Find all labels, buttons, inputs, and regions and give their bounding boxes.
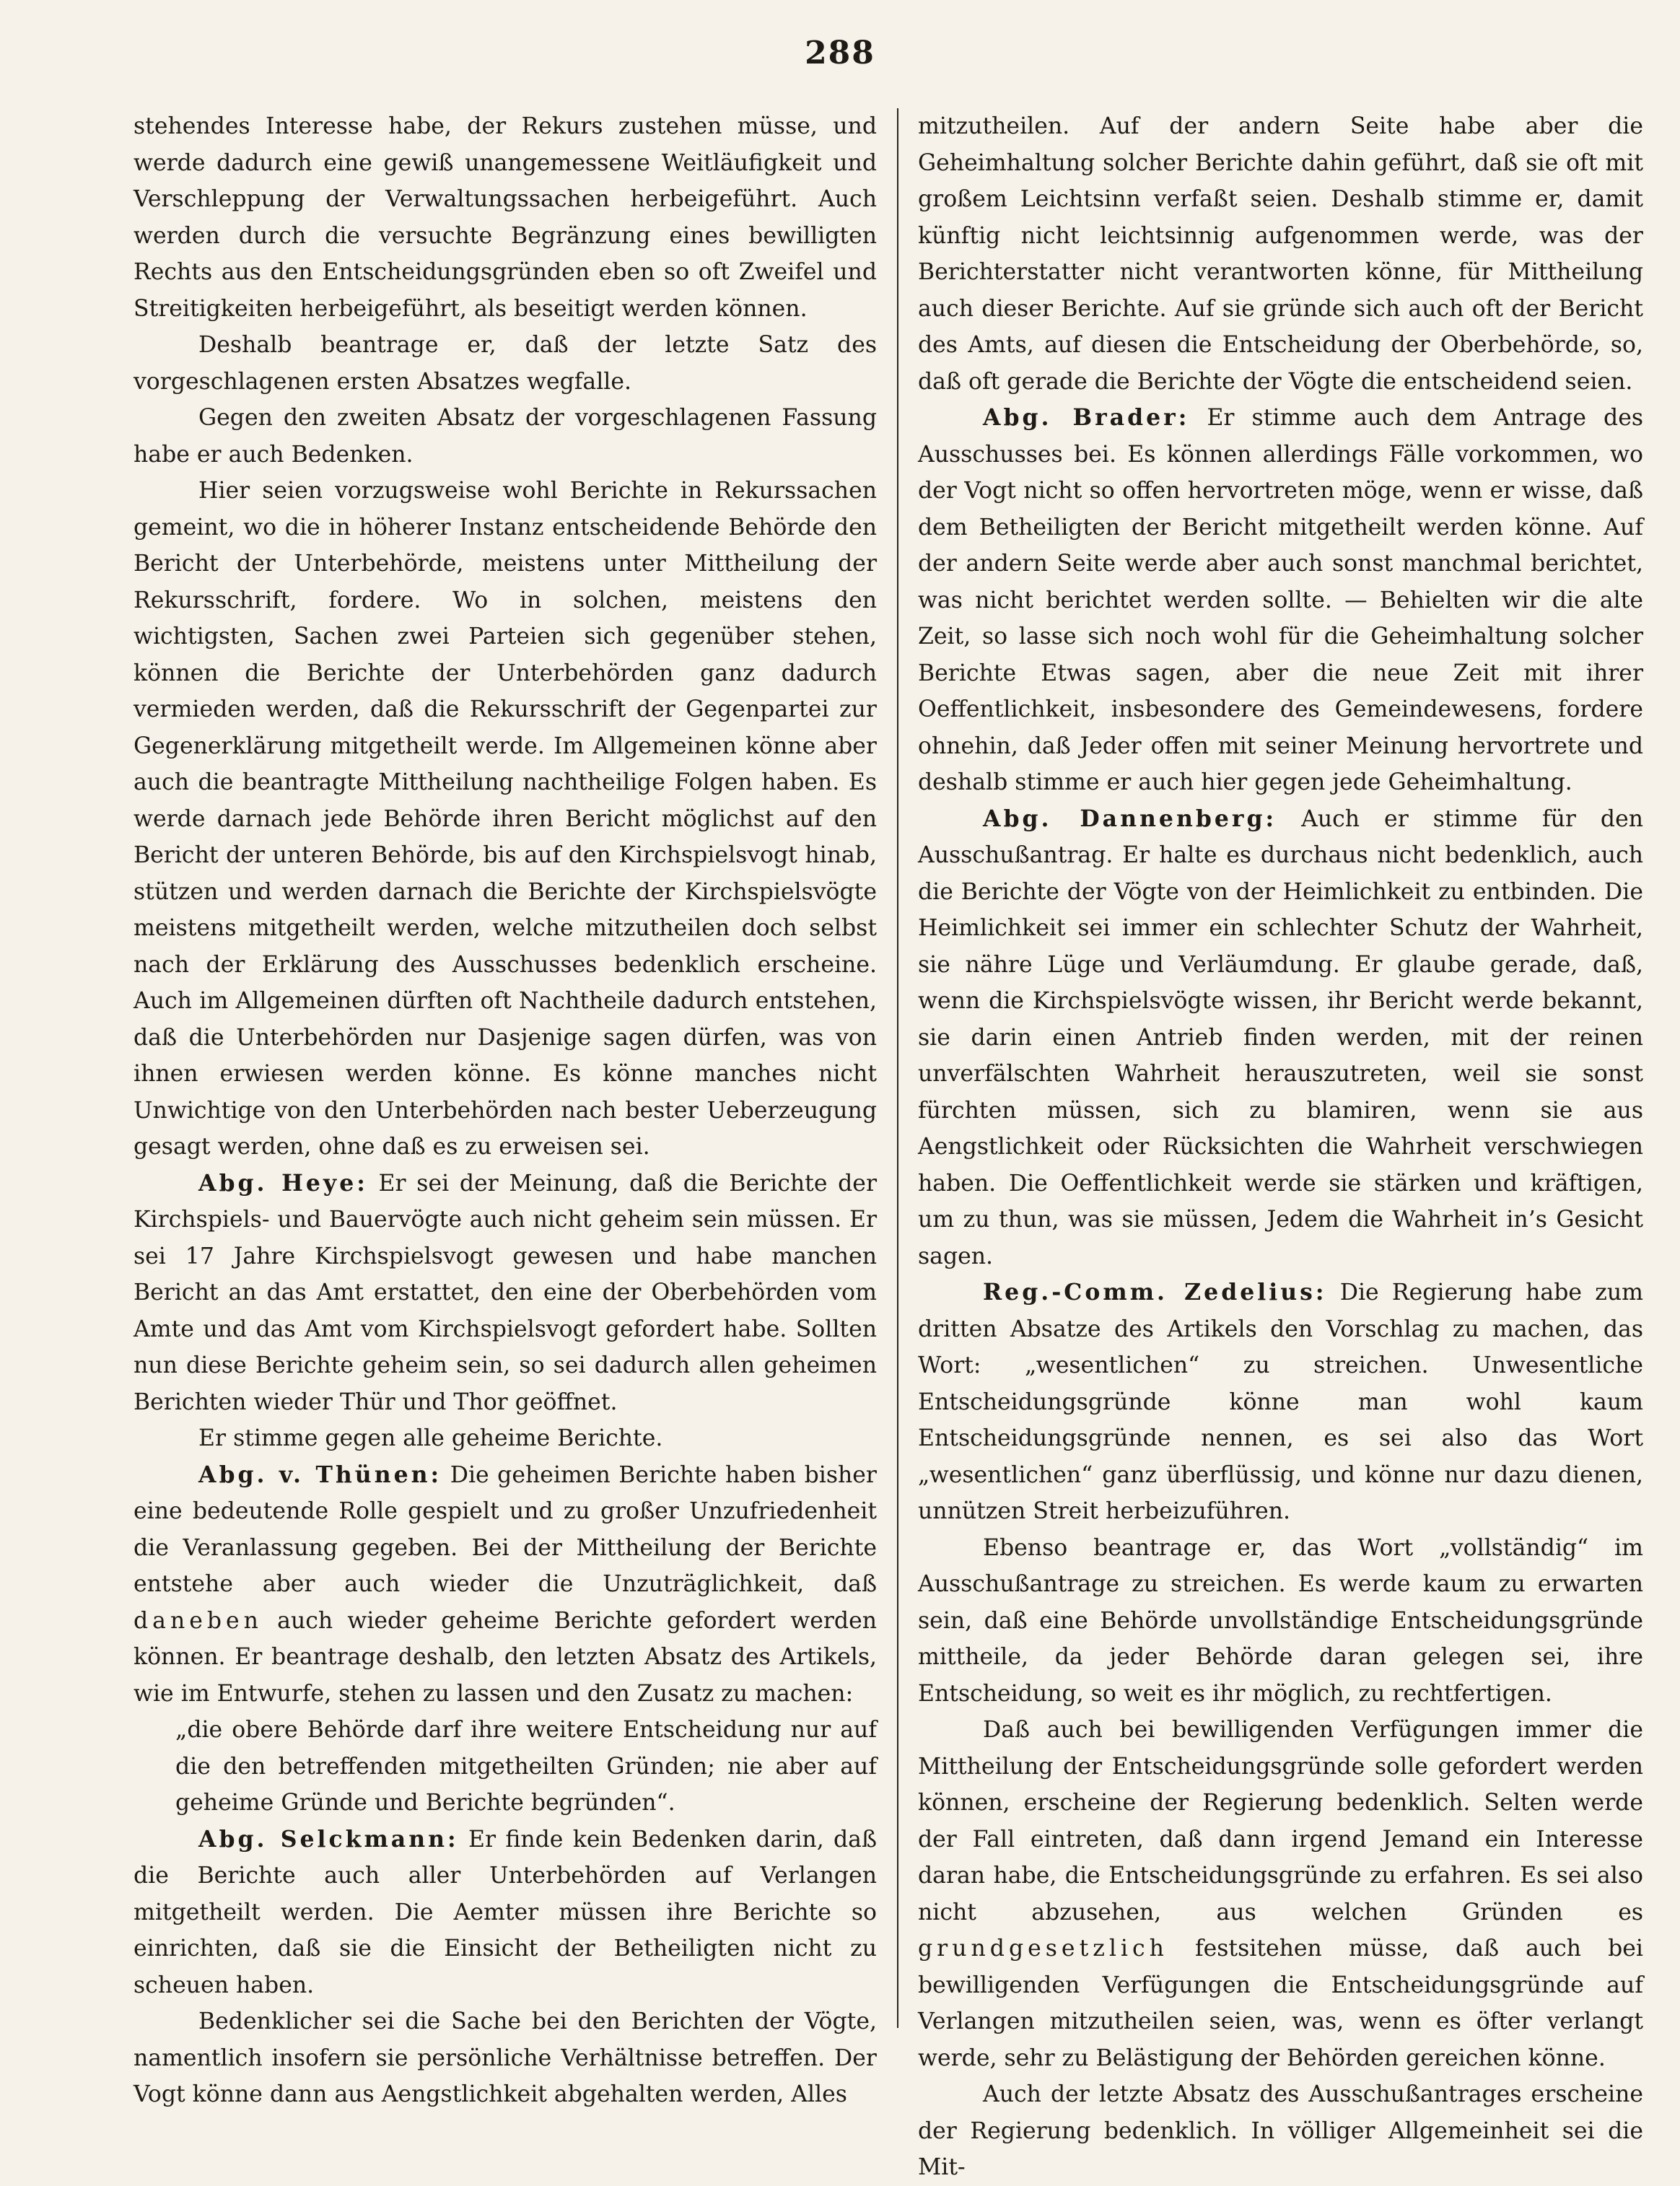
paragraph: Bedenklicher sei die Sache bei den Berichten der Vögte, namentlich insofern sie persönliche Verhältnisse betreffen. Der Vogt könne dann aus Aengstlichkeit abgehalten werden, Alles	[134, 2008, 877, 2107]
emphasized-word: daneben	[134, 1607, 263, 1634]
paragraph: Gegen den zweiten Absatz der vorgeschlagenen Fassung habe er auch Bedenken.	[134, 405, 877, 468]
emphasized-word: grundgesetzlich	[918, 1936, 1168, 1962]
quoted-amendment: „die obere Behörde darf ihre weitere Entscheidung nur auf die den betreffenden mitgetheilten Gründen; nie aber auf geheime Gründe und Berichte begründen“.	[175, 1717, 877, 1816]
speech-text: Er stimme auch dem Antrage des Ausschusses bei. Es können allerdings Fälle vorkommen, wo der Vogt nicht so offen hervortreten möge, wenn er wisse, daß dem Betheiligten der Bericht mitgetheilt werden könne. Auf der andern Seite werde aber auch sonst manchmal berichtet, was nicht berichtet werden sollte. — Behielten wir die alte Zeit, so lasse sich noch wohl für die Geheimhaltung solcher Berichte Etwas sagen, aber die neue Zeit mit ihrer Oeffentlichkeit, insbesondere des Gemeindewesens, fordere ohnehin, daß Jeder offen mit seiner Meinung hervortrete und deshalb stimme er auch hier gegen jede Geheimhaltung.	[918, 405, 1643, 795]
speech-paragraph	[918, 801, 1643, 1275]
speech-paragraph	[134, 1457, 877, 1713]
column-divider	[897, 108, 898, 2028]
speech-text: Die Regierung habe zum dritten Absatze des Artikels den Vorschlag zu machen, das Wort: „wesentlichen“ zu streichen. Unwesentliche Entscheidungsgründe könne man wohl kaum Entscheidungsgründe nennen, es sei also das Wort „wesentlichen“ ganz überflüssig, und könne nur dazu dienen, unnützen Streit herbeizuführen.	[918, 1280, 1643, 1524]
paragraph: Er stimme gegen alle geheime Berichte.	[198, 1425, 663, 1451]
speech-paragraph	[134, 1166, 877, 1421]
paragraph: mitzutheilen. Auf der andern Seite habe aber die Geheimhaltung solcher Berichte dahin geführt, daß sie oft mit großem Leichtsinn verfaßt seien. Deshalb stimme er, damit künftig nicht leichtsinnig aufgenommen werde, was der Berichterstatter nicht verantworten könne, für Mittheilung auch dieser Berichte. Auf sie gründe sich auch oft der Bericht des Amts, auf diesen die Entscheidung der Oberbehörde, so, daß oft gerade die Berichte der Vögte die entscheidend seien.	[918, 113, 1643, 395]
speech-paragraph	[918, 400, 1643, 801]
paragraph-text: festsitehen müsse, daß auch bei bewilligenden Verfügungen die Entscheidungsgründe auf Verlangen mitzutheilen seien, was, wenn es öfter verlangt werde, sehr zu Belästigung der Behörden gereichen könne.	[918, 1936, 1643, 2071]
speech-text: Er sei der Meinung, daß die Berichte der Kirchspiels- und Bauervögte auch nicht geheim sein müssen. Er sei 17 Jahre Kirchspielsvogt gewesen und habe manchen Bericht an das Amt erstattet, den eine der Oberbehörden vom Amte und das Amt vom Kirchspielsvogt gefordert habe. Sollten nun diese Berichte geheim sein, so sei dadurch allen geheimen Berichten wieder Thür und Thor geöffnet.	[134, 1170, 877, 1415]
speech-text: Auch er stimme für den Ausschußantrag. Er halte es durchaus nicht bedenklich, auch die Berichte der Vögte von der Heimlichkeit zu entbinden. Die Heimlichkeit sei immer ein schlechter Schutz der Wahrheit, sie nähre Lüge und Verläumdung. Er glaube gerade, daß, wenn die Kirchspielsvögte wissen, ihr Bericht werde bekannt, sie darin einen Antrieb finden werden, mit der reinen unverfälschten Wahrheit herauszutreten, weil sie sonst fürchten müssen, sich zu blamiren, wenn sie aus Aengstlichkeit oder Rücksichten die Wahrheit verschwiegen haben. Die Oeffentlichkeit werde sie stärken und kräftigen, um zu thun, was sie müssen, Jedem die Wahrheit in’s Gesicht sagen.	[918, 805, 1644, 1269]
left-column	[134, 108, 877, 2113]
paragraph: Hier seien vorzugsweise wohl Berichte in Rekurssachen gemeint, wo die in höherer Instanz entscheidende Behörde den Bericht der Unterbehörde, meistens unter Mittheilung der Rekursschrift, fordere. Wo in solchen, meistens den wichtigsten, Sachen zwei Parteien sich gegenüber stehen, können die Berichte der Unterbehörden ganz dadurch vermieden werden, daß die Rekursschrift der Gegenpartei zur Gegenerklärung mitgetheilt werde. Im Allgemeinen könne aber auch die beantragte Mittheilung nachtheilige Folgen haben. Es werde darnach jede Behörde ihren Bericht möglichst auf den Bericht der unteren Behörde, bis auf den Kirchspielsvogt hinab, stützen und werden darnach die Berichte der Kirchspielsvögte meistens mitgetheilt werden, welche mitzutheilen doch selbst nach der Erklärung des Ausschusses bedenklich erscheine. Auch im Allgemeinen dürften oft Nachtheile dadurch entstehen, daß die Unterbehörden nur Dasjenige sagen dürfen, was von ihnen erwiesen werden könne. Es könne manches nicht Unwichtige von den Unterbehörden nach bester Ueberzeugung gesagt werden, ohne daß es zu erweisen sei.	[134, 478, 877, 1160]
speech-text: auch wieder geheime Berichte gefordert werden können. Er beantrage deshalb, den letzten Absatz des Artikels, wie im Entwurfe, stehen zu lassen und den Zusatz zu machen:	[134, 1607, 877, 1707]
speech-text: Die geheimen Berichte haben bisher eine bedeutende Rolle gespielt und zu großer Unzufriedenheit die Veranlassung gegeben. Bei der Mittheilung der Berichte entstehe aber auch wieder die Unzuträglichkeit, daß	[134, 1461, 877, 1597]
speech-paragraph	[918, 1275, 1643, 1530]
speaker-name: Reg.-Comm. Zedelius:	[983, 1279, 1327, 1306]
paragraph: Auch der letzte Absatz des Ausschußantrages erscheine der Regierung bedenklich. In völliger Allgemeinheit sei die Mit-	[918, 2081, 1643, 2180]
speaker-name: Abg. Dannenberg:	[983, 805, 1277, 832]
paragraph: Deshalb beantrage er, daß der letzte Satz des vorgeschlagenen ersten Absatzes wegfalle.	[134, 332, 877, 395]
speaker-name: Abg. v. Thünen:	[198, 1461, 442, 1488]
speaker-name: Abg. Brader:	[983, 404, 1190, 431]
speaker-name: Abg. Heye:	[198, 1169, 368, 1197]
page-number: 288	[805, 35, 875, 71]
paragraph: Ebenso beantrage er, das Wort „vollständig“ im Ausschußantrage zu streichen. Es werde kaum zu erwarten sein, daß eine Behörde unvollständige Entscheidungsgründe mittheile, da jeder Behörde daran gelegen sei, ihre Entscheidung, so weit es ihr möglich, zu rechtfertigen.	[918, 1534, 1643, 1707]
speech-paragraph	[134, 1822, 877, 2004]
right-column	[918, 108, 1643, 2186]
speaker-name: Abg. Selckmann:	[198, 1825, 459, 1853]
paragraph	[918, 1712, 1643, 2076]
speech-text: Er finde kein Bedenken darin, daß die Berichte auch aller Unterbehörden auf Verlangen mitgetheilt werden. Die Aemter müssen ihre Berichte so einrichten, daß sie die Einsicht der Betheiligten nicht zu scheuen haben.	[134, 1826, 877, 1998]
paragraph: stehendes Interesse habe, der Rekurs zustehen müsse, und werde dadurch eine gewiß unangemessene Weitläufigkeit und Verschleppung der Verwaltungssachen herbeigeführt. Auch werden durch die versuchte Begränzung eines bewilligten Rechts aus den Entscheidungsgründen eben so oft Zweifel und Streitigkeiten herbeigeführt, als beseitigt werden können.	[134, 113, 877, 322]
paragraph-text: Daß auch bei bewilligenden Verfügungen immer die Mittheilung der Entscheidungsgründe solle gefordert werden können, erscheine der Regierung bedenklich. Selten werde der Fall eintreten, daß dann irgend Jemand ein Interesse daran habe, die Entscheidungsgründe zu erfahren. Es sei also nicht abzusehen, aus welchen Gründen es	[918, 1717, 1643, 1925]
